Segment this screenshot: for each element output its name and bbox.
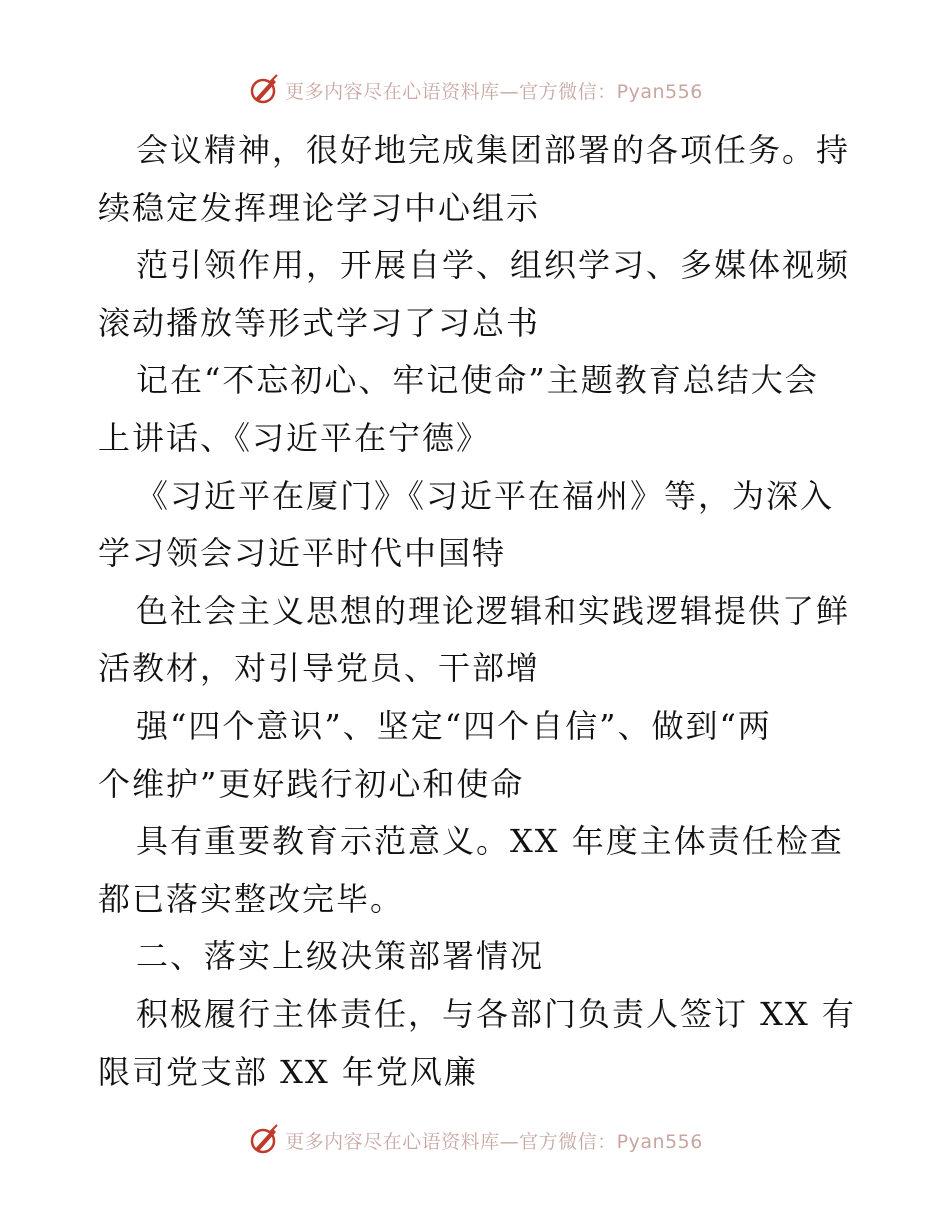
text-line: 积极履行主体责任，与各部门负责人签订 XX 有 (136, 994, 856, 1033)
section-heading: 二、落实上级决策部署情况 (136, 937, 545, 976)
text-line: 上讲话、《习近平在宁德》 (98, 418, 491, 457)
text-line: 会议精神，很好地完成集团部署的各项任务。持 (136, 131, 851, 169)
document-body (98, 122, 858, 1101)
watermark-text: 更多内容尽在心语资料库—官方微信：Pyan556 (285, 80, 703, 103)
footer-watermark (0, 1120, 950, 1160)
text-line: 《习近平在厦门》《习近平在福州》等，为深入 (136, 476, 835, 515)
watermark-text: 更多内容尽在心语资料库—官方微信：Pyan556 (285, 1130, 703, 1153)
text-line: 续稳定发挥理论学习中心组示 (98, 188, 541, 227)
text-line: 个维护”更好践行初心和使命 (98, 764, 525, 803)
text-line: 色社会主义思想的理论逻辑和实践逻辑提供了鲜 (136, 591, 851, 630)
text-line: 学习领会习近平时代中国特 (98, 534, 507, 573)
text-line: 都已落实整改完毕。 (98, 879, 405, 918)
text-line: 滚动播放等形式学习了习总书 (98, 303, 541, 342)
text-line: 具有重要教育示范意义。XX 年度主体责任检查 (136, 822, 844, 861)
text-line: 限司党支部 XX 年党风廉 (98, 1052, 478, 1091)
quill-logo-icon (247, 73, 281, 107)
quill-logo-icon (247, 1123, 281, 1157)
text-line: 记在“不忘初心、牢记使命”主题教育总结大会 (136, 361, 819, 400)
header-watermark (0, 70, 950, 110)
text-line: 范引领作用，开展自学、组织学习、多媒体视频 (136, 246, 851, 285)
text-line: 强“四个意识”、坚定“四个自信”、做到“两 (136, 706, 772, 745)
text-line: 活教材，对引导党员、干部增 (98, 649, 541, 688)
